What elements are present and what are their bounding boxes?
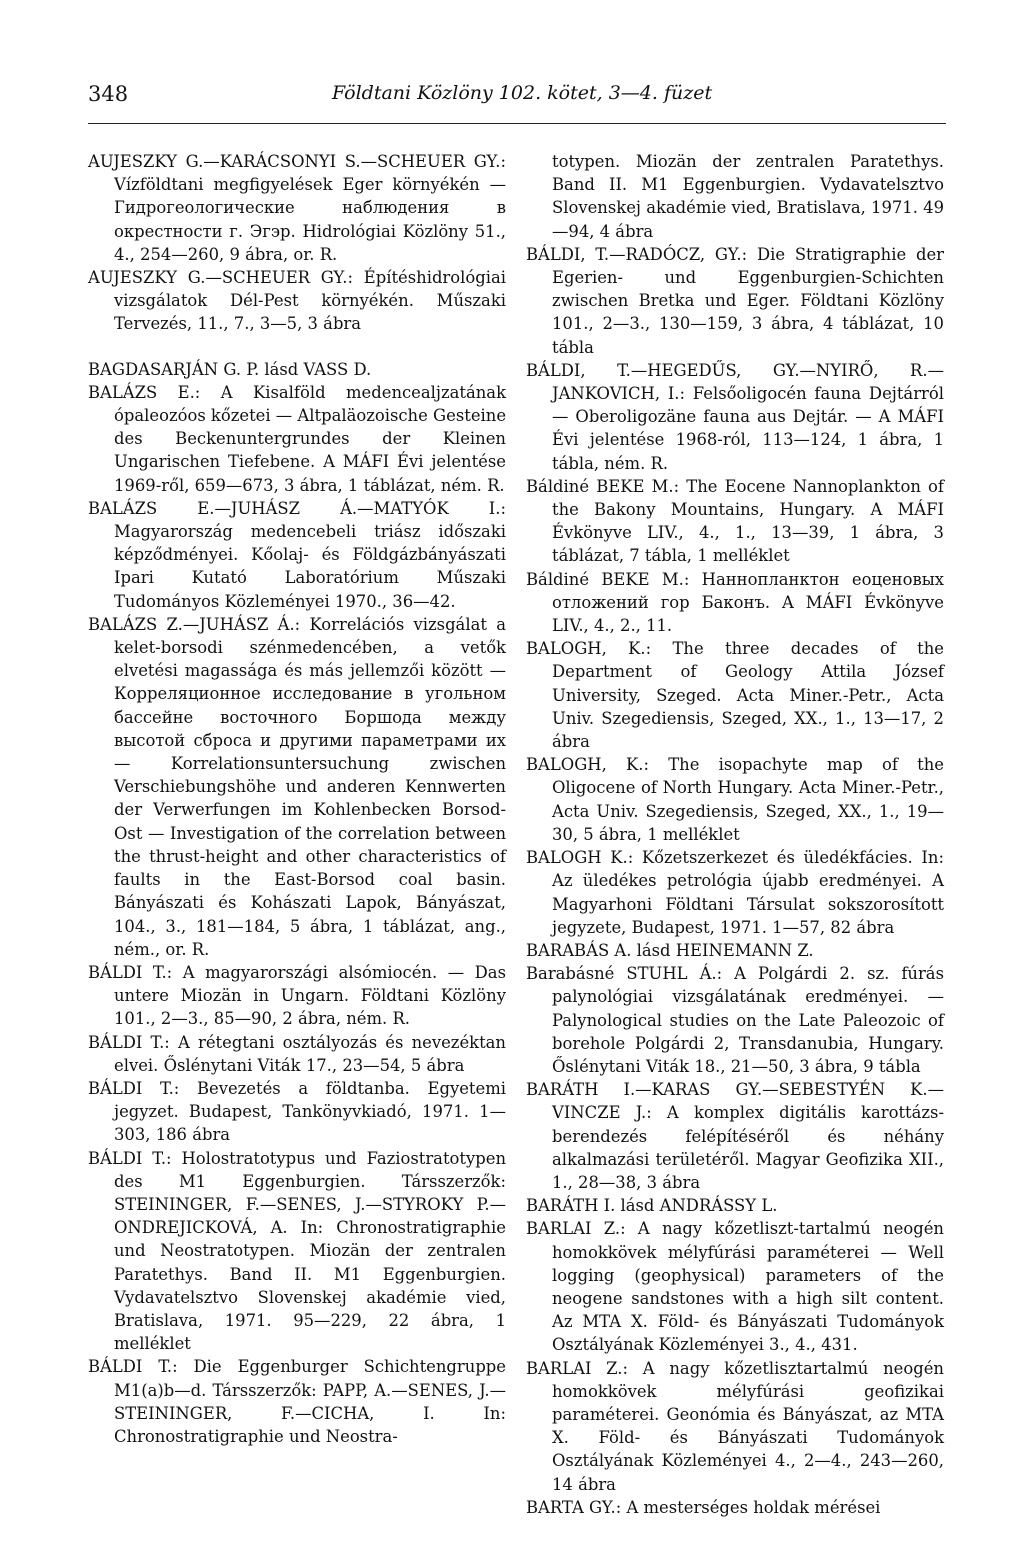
bibliography-entry: BALOGH, K.: The isopachyte map of the Oligocene of North Hungary. Acta Miner.-Petr., Acta Univ. Szegediensis, Szeged, XX., 1., 19—30, 5 ábra, 1 melléklet <box>526 755 944 844</box>
bibliography-entry: AUJESZKY G.—KARÁCSONYI S.—SCHEUER GY.: Vízföldtani megfigyelések Eger környékén — Гидрогеологические наблюдения в окрестности г. Эгэр. Hidrológiai Közlöny 51., 4., 254—260, 9 ábra, or. R. <box>88 152 506 264</box>
bibliography-entry: BÁLDI T.: A rétegtani osztályozás és nevezéktan elvei. Őslénytani Viták 17., 23—54, 5 ábra <box>88 1032 506 1075</box>
bibliography-entry: BALÁZS E.: A Kisalföld medencealjzatának ópaleozóos kőzetei — Altpaläozoische Gesteine des Beckenuntergrundes der Kleinen Ungarischen Tiefebene. A MÁFI Évi jelentése 1969-ről, 659—673, 3 ábra, 1 táblázat, ném. R. <box>88 382 507 495</box>
bibliography-entry: BÁLDI, T.—HEGEDŰS, GY.—NYIRŐ, R.—JANKOVICH, I.: Felsőoligocén fauna Dejtárról — Oberoligozäne fauna aus Dejtár. — A MÁFI Évi jelentése 1968-ról, 113—124, 1 ábra, 1 tábla, ném. R. <box>526 360 944 473</box>
bibliography-entry: Barabásné STUHL Á.: A Polgárdi 2. sz. fúrás palynológiai vizsgálatának eredményei. — Palynological studies on the Late Paleozoic of borehole Polgárdi 2, Transdanubia, Hungary. Őslénytani Viták 18., 21—50, 3 ábra, 9 tábla <box>526 964 944 1076</box>
bibliography-entry-continuation: totypen. Miozän der zentralen Paratethys. Band II. M1 Eggenburgien. Vydavatelsztvo Slovenskej akadémie vied, Bratislava, 1971. 49—94, 4 ábra <box>552 152 945 241</box>
bibliography-entry: Báldiné BEKE M.: The Eocene Nannoplankton of the Bakony Mountains, Hungary. A MÁFI Évkönyve LIV., 4., 1., 13—39, 1 ábra, 3 táblázat, 7 tábla, 1 melléklet <box>526 476 944 566</box>
bibliography-entry: BÁLDI T.: Die Eggenburger Schichtengruppe M1(a)b—d. Társszerzők: PAPP, A.—SENES, J.—STEININGER, F.—CICHA, I. In: Chronostratigraphie und Neostra- <box>88 1357 506 1446</box>
bibliography-entry: BÁLDI T.: Holostratotypus und Faziostratotypen des M1 Eggenburgien. Társszerzők: STEININGER, F.—SENES, J.—STYROKY P.—ONDREJICKOVÁ, A. In: Chronostratigraphie und Neostratotypen. Miozän der zentralen Paratethys. Band II. M1 Eggenburgien. Vydavatelsztvo Slovenskej akadémie vied, Bratislava, 1971. 95—229, 22 ábra, 1 melléklet <box>88 1148 506 1354</box>
bibliography-entry: BÁLDI T.: Bevezetés a földtanba. Egyetemi jegyzet. Budapest, Tankönyvkiadó, 1971. 1—303, 186 ábra <box>88 1078 506 1145</box>
bibliography-entry: BALOGH, K.: The three decades of the Department of Geology Attila József University, Szeged. Acta Miner.-Petr., Acta Univ. Szegediensis, Szeged, XX., 1., 13—17, 2 ábra <box>526 639 944 752</box>
bibliography-entry: BAGDASARJÁN G. P. lásd VASS D. <box>88 359 372 379</box>
left-column <box>88 150 506 1448</box>
bibliography-entry: Báldiné BEKE M.: Наннопланктон еоценовых отложений гор Баконъ. A MÁFI Évkönyve LIV., 4., 2., 11. <box>526 569 944 636</box>
bibliography-entry: BARLAI Z.: A nagy kőzetlisztartalmú neogén homokkövek mélyfúrási geofizikai paraméterei. Geonómia és Bányászat, az MTA X. Föld- és Bányászati Tudományok Osztályának Közleményei 4., 2—4., 243—260, 14 ábra <box>526 1358 944 1494</box>
bibliography-entry: BÁLDI, T.—RADÓCZ, GY.: Die Stratigraphie der Egerien- und Eggenburgien-Schichten zwischen Bretka und Eger. Földtani Közlöny 101., 2—3., 130—159, 3 ábra, 4 táblázat, 10 tábla <box>526 244 944 357</box>
running-header <box>88 82 946 116</box>
header-rule <box>88 123 946 124</box>
bibliography-entry: BARÁTH I.—KARAS GY.—SEBESTYÉN K.—VINCZE J.: A komplex digitális karottázs-berendezés felépítéséről és néhány alkalmazási területéről. Magyar Geofizika XII., 1., 28—38, 3 ábra <box>526 1080 944 1192</box>
bibliography-entry: BALÁZS E.—JUHÁSZ Á.—MATYÓK I.: Magyarország medencebeli triász időszaki képződményei. Kőolaj- és Földgázbányászati Ipari Kutató Laboratórium Műszaki Tudományos Közleményei 1970., 36—42. <box>88 498 506 611</box>
bibliography-entry: AUJESZKY G.—SCHEUER GY.: Építéshidrológiai vizsgálatok Dél-Pest környékén. Műszaki Tervezés, 11., 7., 3—5, 3 ábra <box>88 268 506 334</box>
page-number: 348 <box>88 82 129 106</box>
bibliography-entry: BÁLDI T.: A magyarországi alsómiocén. — Das untere Miozän in Ungarn. Földtani Közlöny 101., 2—3., 85—90, 2 ábra, ném. R. <box>88 962 506 1029</box>
bibliography-entry: BARTA GY.: A mesterséges holdak mérései <box>526 1497 881 1517</box>
bibliography-entry: BALÁZS Z.—JUHÁSZ Á.: Korrelációs vizsgálat a kelet-borsodi szénmedencében, a vetők elvetési magassága és más jellemzői között — Корреляционное исследование в угольном бассейне восточного Боршода между высотой сброса и другими параметрами их — Korrelationsuntersuchung zwischen Verschiebungshöhe und anderen Kennwerten der Verwerfungen im Kohlenbecken Borsod-Ost — Investigation of the correlation between the thrust-height and other characteristics of faults in the East-Borsod coal basin. Bányászati és Kohászati Lapok, Bányászat, 104., 3., 181—184, 5 ábra, 1 táblázat, ang., ném., or. R. <box>88 614 506 959</box>
bibliography-entry: BALOGH K.: Kőzetszerkezet és üledékfácies. In: Az üledékes petrológia újabb eredményei. A Magyarhoni Földtani Társulat sokszorosított jegyzete, Budapest, 1971. 1—57, 82 ábra <box>526 848 944 937</box>
bibliography-entry: BARÁTH I. lásd ANDRÁSSY L. <box>526 1196 778 1216</box>
right-column <box>526 150 944 1519</box>
running-title: Földtani Közlöny 102. kötet, 3—4. füzet <box>332 82 713 104</box>
bibliography-entry: BARLAI Z.: A nagy kőzetliszt-tartalmú neogén homokkövek mélyfúrási paraméterei — Well logging (geophysical) parameters of the neogene sandstones with a high silt content. Az MTA X. Föld- és Bányászati Tudományok Osztályának Közleményei 3., 4., 431. <box>526 1219 944 1355</box>
bibliography-entry: BARABÁS A. lásd HEINEMANN Z. <box>526 940 814 960</box>
